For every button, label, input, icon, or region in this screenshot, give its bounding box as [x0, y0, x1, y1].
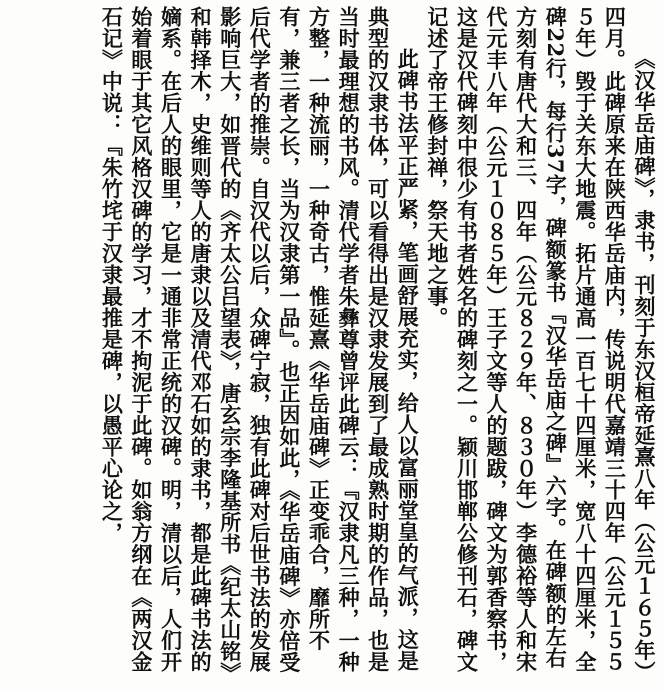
- paragraph-history: 《汉华岳庙碑》，隶书，刊刻于东汉桓帝延熹八年（公元１６５年）四月。此碑原来在陕西华岳庙内，传说明代嘉靖三十四年（公元１５５５年）毁于关东大地震。拓片通高一百七十四厘米，宽八十四厘米，全碑22行，每行37字，碑额篆书『汉华岳庙之碑』六字。在碑额的左右方刻有唐代大和三、四年（公元８２９年、８３０年）李德裕等人和宋代元丰八年（公元１０８５年）王子文等人的题跋，碑文为郭香察书，这是汉代碑刻中很少有书者姓名的碑刻之一。颖川邯郸公修刊石，碑文记述了帝王修封禅，祭天地之事。: [424, 6, 657, 683]
- paragraph-calligraphy: 此碑书法平正严紧，笔画舒展充实，给人以富丽堂皇的气派，这是典型的汉隶书体，可以看得出是汉隶发展到了最成熟时期的作品，也是当时最理想的书风。清代学者朱彝尊曾评此碑云：『汉隶凡三种，一种方整，一种流丽，一种奇古，惟延熹《华岳庙碑》正变乖合，靡所不有，兼三者之长，当为汉隶第一品』。也正因如此，《华岳庙碑》亦倍受后代学者的推崇。自汉代以后，众碑宁寂，独有此碑对后世书法的发展影响巨大，如晋代的《齐太公吕望表》，唐玄宗李隆基所书《纪太山铭》和韩择木，史维则等人的唐隶以及清代邓石如的隶书，都是此碑书法的嫡系。在后人的眼里，它是一通非常正统的汉碑。明，清以后，人们开始着眼于其它风格汉碑的学习，才不拘泥于此碑。如翁方纲在《两汉金石记》中说：『朱竹垞于汉隶最推是碑，以愚平心论之，: [99, 6, 421, 684]
- vertical-text-block: [97, 6, 659, 684]
